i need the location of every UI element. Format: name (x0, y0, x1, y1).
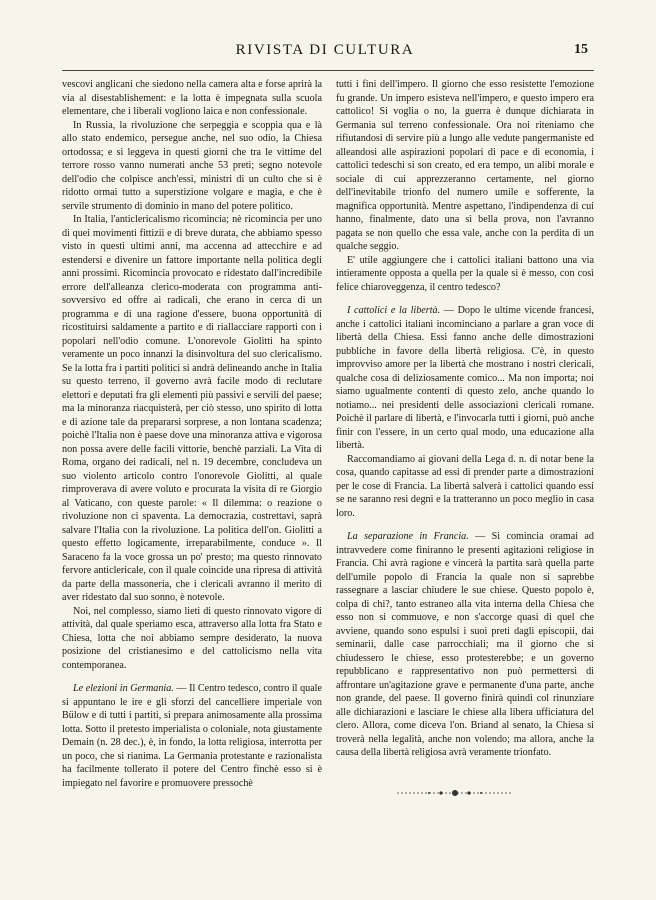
paragraph: vescovi anglicani che siedono nella camera alta e forse aprirà la via al disestablishement: e la lotta è impegnata sulla scuola elementare, che i liberali vogliono laica e non confessionale. (62, 79, 322, 117)
paragraph: E' utile aggiungere che i cattolici italiani battono una via intieramente opposta a quella per la quale si è messo, con così felice chiaroveggenza, il centro tedesco? (336, 254, 594, 293)
page-number: 15 (574, 42, 588, 57)
section-title: La separazione in Francia. (347, 531, 469, 542)
paragraph: Raccomandiamo ai giovani della Lega d. n. di notar bene la cosa, quando capitasse ad essi di prender parte a dimostrazioni per le cose di Francia. La libertà salverà i cattolici quando essi se ne saranno resi degni e la tratteranno un poco meglio in casa loro. (336, 453, 594, 519)
left-column (62, 78, 322, 790)
section-body: — Dopo le ultime vicende francesi, anche i cattolici italiani incominciano a parlare a gran voce di libertà della Chiesa. Essi fanno anche delle dimostrazioni pubbliche in favore della libertà religiosa. C'è, in questo improvviso amore per la libertà che mostrano i nostri clericali, qualche cosa di deliziosamente comico... Ma non importa; noi siamo ugualmente contenti di questo zelo, anche quando lo notiamo... nei presidenti delle associazioni clericali romane. Poichè il parlare di libertà, e l'invocarla tutti i giorni, può anche finir con l'essere, in un certo qual modo, una educazione alla libertà. (336, 305, 594, 451)
section-body: — Il Centro tedesco, contro il quale si appuntano le ire e gli sforzi del cancelliere imperiale von Bülow e di tutti i partiti, si prepara animosamente alla prossima lotta. Sotto il pretesto imperialista o coloniale, nota giustamente Demain (n. 28 dec.), è, in fondo, la lotta religiosa, interrotta per un poco, che si rianima. La Germania protestante e razionalista ha facilmente tollerato il potere del Centro finchè esso si è impiegato nel favorire e promuovere pressochè (62, 683, 322, 789)
running-title: RIVISTA DI CULTURA (235, 42, 415, 58)
paragraph: In Italia, l'anticlericalismo ricomincia; nè ricomincia per uno di quei movimenti fittizii e di breve durata, che abbiamo spesso visto in questi ultimi anni, ma accenna ad attecchire e ad estendersi e divenire un fattore importante nella politica degli anni prossimi. Ricomincia provocato e ridestato dall'incredibile errore dell'alleanza clerico-moderata con programma anti-sovversivo ed offre ai radicali, che erano in cerca di un programma e di una ragione d'essere, buona opportunità di ricostituirsi saldamente a partito e di riallacciare rapporti con i popolari nell'odio comune. L'onorevole Giolitti ha spinto veramente un poco innanzi la disinvoltura del suo clericalismo. Se la lotta fra i partiti politici si andrà delineando anche in Italia su questo terreno, il governo avrà facile modo di reclutare elettori e deputati fra gli elementi più passivi e servili del paese; ma la minoranza riacquisterà, per ciò stesso, uno spirito di lotta e di azione tale da prepararsi sorprese, a non lontana scadenza; poichè l'Italia non è paese dove una minoranza attiva e vigorosa non possa avere delle facili vittorie, benchè parziali. La Vita di Roma, organo dei radicali, nel n. 19 decembre, concludeva un suo violento articolo contro l'onorevole Giolitti, al quale rimproverava di avere voluto e procurata la visita di re Giorgio al Vaticano, con queste parole: « Il dilemma: o reazione o rivoluzione non ci spaventa. La democrazia, costrettavi, saprà salvare l'Italia con la rivoluzione. La politica dell'on. Giolitti a questo effetto logicamente, irreparabilmente, conduce ». Il Saraceno fa la voce grossa un po' presto; ma questo rinnovato fervore anticlericale, con il quale coincide una ripresa di attività da parte della massoneria, che i clericali avranno il merito di aver ridestato dal suo sonno, è notevole. (62, 214, 322, 603)
section-title: Le elezioni in Germania. (73, 683, 174, 694)
section-germania (62, 682, 322, 790)
paragraph: In Russia, la rivoluzione che serpeggia e scoppia qua e là allo stato endemico, persegue anche, nel suo odio, la Chiesa ortodossa; e si leggeva in questi giorni che tra le vittime del terrore rosso vanno numerati anche 53 preti; segno notevole dell'odio che colpisce anch'essi, ministri di un culto che si è ridotto ormai tutto a superstizione volgare e magia, e che è servile strumento di dominio in mano del potere politico. (62, 119, 322, 212)
right-column (336, 78, 594, 760)
section-body: — Si comincia oramai ad intravvedere come finiranno le presenti agitazioni religiose in Francia. Chi avrà ragione e vincerà la partita sarà quella parte dell'umile popolo di Francia la quale non si saprebbe rassegnare a lasciar chiudere le sue chiese. Questo popolo è, colpa di chi?, tanto estraneo alla vita interna della Chiesa che esso non si commuove, e non s'accorge quasi di quel che avviene, quando sono espulsi i suoi preti dagli episcopii, dai seminarii, dalle case parrocchiali; ma il giorno che si chiudessero le chiese, esso protesterebbe; e un governo repubblicano e rappresentativo non può permettersi di affrontare un'agitazione grave e permanente d'una parte, anche non grande, del paese. Il governo finirà quindi col rinunziare alle dichiarazioni e lasciare le chiese alla libera ufficiatura del clero. Allora, come diceva l'on. Briand al senato, la Chiesa si troverà nella legalità, anche non volendo; ma allora, anche la causa della libertà religiosa avrà veramente trionfato. (336, 531, 594, 758)
section-liberta (336, 304, 594, 453)
page-header (62, 42, 588, 62)
header-rule (62, 70, 594, 71)
paragraph: Noi, nel complesso, siamo lieti di questo rinnovato vigore di attività, dal quale speriamo esca, attraverso alla lotta fra Stato e Chiesa, lotta che noi abbiamo sempre desiderato, la nuova posizione del cristianesimo e del cattolicismo nella vita contemporanea. (62, 605, 322, 671)
section-francia (336, 530, 594, 760)
decorative-rule-ornament-icon (395, 787, 515, 799)
paragraph: tutti i fini dell'impero. Il giorno che esso resistette l'emozione fu grande. Un impero esisteva nell'impero, e questo impero era cattolico! Si voglia o no, la guerra è dunque dichiarata in Germania sul terreno confessionale. Ora noi riteniamo che rifiutandosi di servire più a lungo alle vedute pangermaniste ed alleandosi alle aspirazioni popolari di pace e di economia, i cattolici tedeschi si son creato, ed era tempo, un alibi morale e sociale di cui apprezzeranno certamente, nel giorno dell'inevitabile trionfo del numero umile e sofferente, la magnifica opportunità. Mentre aspettano, l'indipendenza di cui hanno, finalmente, dato una sì bella prova, non l'avranno pagata se non quello che essa vale, anche con la perdita di un qualche seggio. (336, 79, 594, 252)
section-title: I cattolici e la libertà. (347, 305, 441, 316)
